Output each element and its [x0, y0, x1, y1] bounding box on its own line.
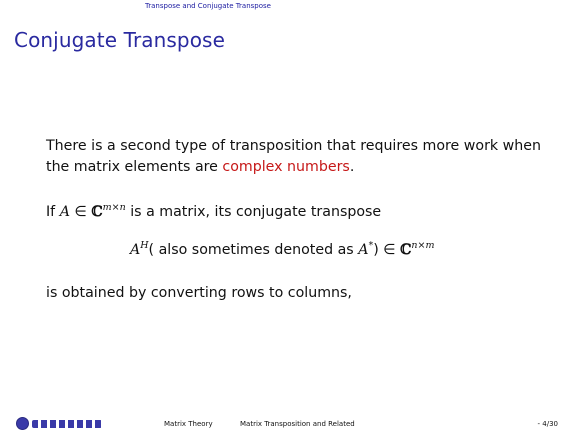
paragraph-conclusion: is obtained by converting rows to columns, — [46, 285, 352, 301]
complex-set-symbol: ℂ — [91, 204, 103, 220]
notation-close: ) ∈ — [373, 242, 401, 258]
matrix-symbol-a: A — [59, 204, 70, 220]
dimension-superscript-2: n×m — [411, 240, 435, 251]
def-rest: is a matrix, its conjugate transpose — [125, 204, 382, 220]
intro-text: There is a second type of transposition that requires more work when the matrix elements are — [46, 138, 541, 175]
university-logo — [16, 417, 102, 430]
element-of-symbol: ∈ — [69, 204, 92, 220]
notation-open: ( also sometimes denoted as — [148, 242, 359, 258]
footer — [0, 415, 580, 435]
university-seal-icon — [16, 417, 29, 430]
frame-title: Conjugate Transpose — [14, 28, 225, 52]
university-name-mark — [32, 420, 102, 428]
footer-course-title: Matrix Theory — [164, 420, 213, 428]
section-header — [0, 2, 580, 10]
paragraph-definition — [46, 202, 546, 223]
star-superscript: * — [368, 240, 374, 251]
paragraph-intro — [46, 136, 546, 178]
paragraph-notation — [130, 240, 580, 261]
def-if: If — [46, 204, 60, 220]
matrix-symbol-a-h: A — [130, 242, 141, 258]
highlight-complex-numbers: complex numbers — [222, 159, 350, 175]
complex-set-symbol-2: ℂ — [400, 242, 412, 258]
intro-period: . — [349, 159, 355, 175]
matrix-symbol-a-star: A — [358, 242, 369, 258]
footer-page-number: - 4/30 — [537, 420, 558, 428]
dimension-superscript: m×n — [102, 202, 126, 213]
footer-subtitle: Matrix Transposition and Related — [240, 420, 355, 428]
section-header-text: Transpose and Conjugate Transpose — [145, 2, 271, 10]
hermitian-superscript: H — [140, 240, 149, 251]
